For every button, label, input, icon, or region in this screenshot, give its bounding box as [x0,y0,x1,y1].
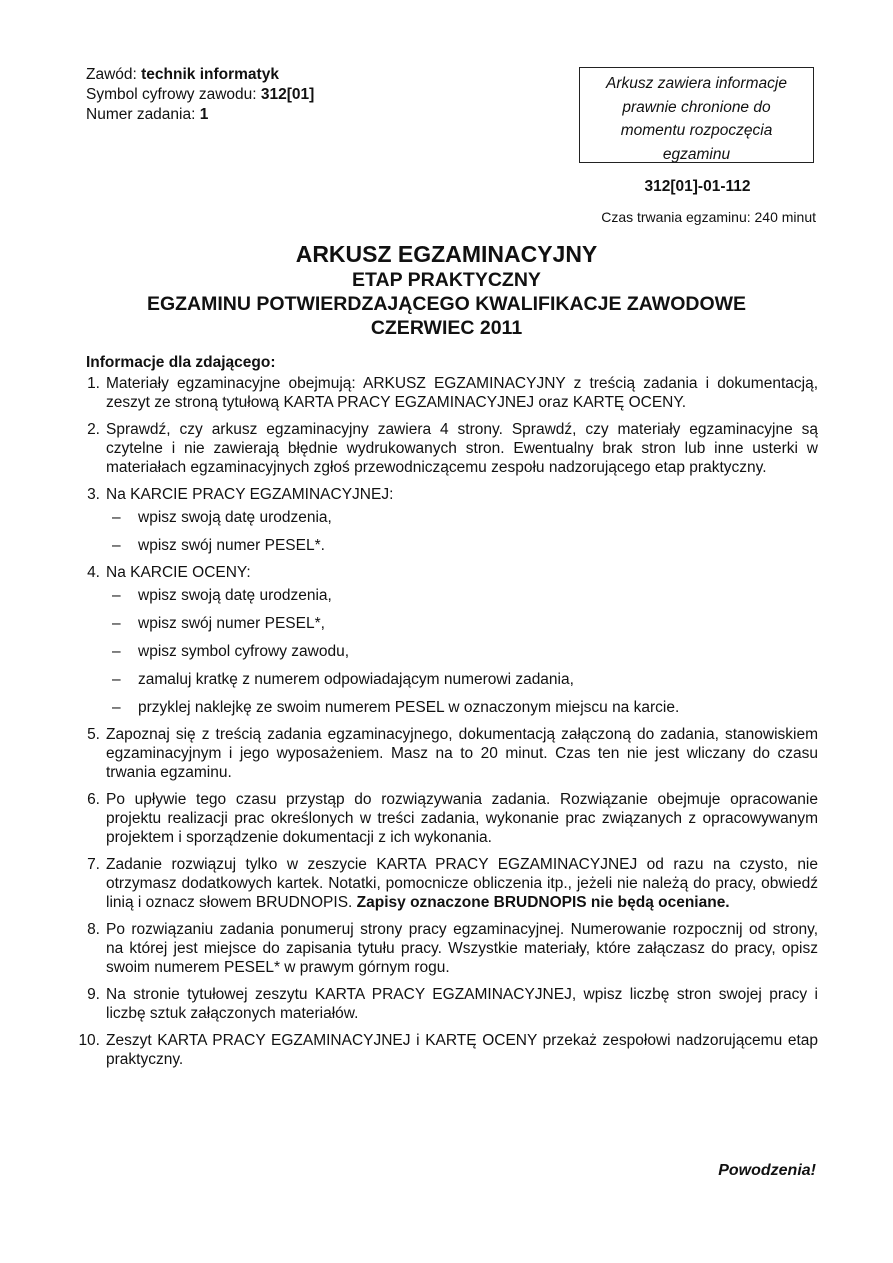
confidential-notice-box: Arkusz zawiera informacje prawnie chronione do momentu rozpoczęcia egzaminu [579,67,814,163]
list-item: 9. Na stronie tytułowej zeszytu KARTA PRACY EGZAMINACYJNEJ, wpisz liczbę stron swojej pracy i liczbę sztuk załączonych materiałów. [87,986,818,1022]
brudnopis-warning: Zapisy oznaczone BRUDNOPIS nie będą oceniane. [356,894,730,911]
symbol-value: 312[01] [260,86,315,103]
sub-list-item: – wpisz swój numer PESEL*, [112,615,325,632]
page-title [0,240,893,340]
list-item: 10. Zeszyt KARTA PRACY EGZAMINACYJNEJ i KARTĘ OCENY przekaż zespołowi nadzorującemu etap praktyczny. [78,1032,818,1068]
instructions-list [66,374,818,1077]
exam-header-info [86,65,314,125]
good-luck-text: Powodzenia! [718,1162,816,1179]
title-line-3: EGZAMINU POTWIERDZAJĄCEGO KWALIFIKACJE ZAWODOWE [146,293,747,315]
symbol-line: Symbol cyfrowy zawodu: 312[01] [86,86,315,103]
list-item: 2. Sprawdź, czy arkusz egzaminacyjny zawiera 4 strony. Sprawdź, czy materiały egzaminacyjne są czytelne i nie zawierają błędnie wydrukowanych stron. Ewentualny brak stron lub inne usterki w materiałach egzaminacyjnych zgłoś przewodniczącemu zespołu nadzorującego etap praktyczny. [87,421,818,476]
list-item: 8. Po rozwiązaniu zadania ponumeruj strony pracy egzaminacyjnej. Numerowanie rozpocznij od strony, na której jest miejsce do zapisania tytułu pracy. Wszystkie materiały, które załączasz do pracy, opisz swoim numerem PESEL* w prawym górnym rogu. [87,921,818,976]
list-item: 5. Zapoznaj się z treścią zadania egzaminacyjnego, dokumentacją załączoną do zadania, stanowiskiem egzaminacyjnym i jego wyposażeniem. Masz na to 20 minut. Czas ten nie jest wliczany do czasu trwania egzaminu. [87,726,818,781]
list-item: 3. Na KARCIE PRACY EGZAMINACYJNEJ: [87,486,394,503]
list-item: 6. Po upływie tego czasu przystąp do rozwiązywania zadania. Rozwiązanie obejmuje opracowanie projektu realizacji prac określonych w treści zadania, wykonanie prac związanych z opracowywanym projektem i sporządzenie dokumentacji z ich wykonania. [87,791,818,846]
exam-duration: Czas trwania egzaminu: 240 minut [601,209,816,225]
profession-value: technik informatyk [141,66,279,83]
exam-code: 312[01]-01-112 [644,178,751,195]
profession-line: Zawód: technik informatyk [86,66,279,83]
sub-list-item: – wpisz swoją datę urodzenia, [112,587,332,604]
title-line-1: ARKUSZ EGZAMINACYJNY [295,241,598,267]
sub-list-item: – wpisz swoją datę urodzenia, [112,509,332,526]
sub-list-item: – zamaluj kratkę z numerem odpowiadającym numerowi zadania, [112,671,574,688]
list-item: 7. Zadanie rozwiązuj tylko w zeszycie KARTA PRACY EGZAMINACYJNEJ od razu na czysto, nie otrzymasz dodatkowych kartek. Notatki, pomocnicze obliczenia itp., jeżeli nie należą do pracy, obwiedź linią i oznacz słowem BRUDNOPIS. Zapisy oznaczone BRUDNOPIS nie będą oceniane. [87,856,818,911]
list-item: 1. Materiały egzaminacyjne obejmują: ARKUSZ EGZAMINACYJNY z treścią zadania i dokumentacją, zeszyt ze stroną tytułową KARTA PRACY EGZAMINACYJNEJ oraz KARTĘ OCENY. [87,375,818,411]
task-number-value: 1 [199,106,209,123]
sub-list-item: – przyklej naklejkę ze swoim numerem PESEL w oznaczonym miejscu na karcie. [112,699,680,716]
task-number-line: Numer zadania: 1 [86,106,209,123]
sub-list-item: – wpisz swój numer PESEL*. [112,537,325,554]
title-line-4: CZERWIEC 2011 [370,317,523,339]
title-line-2: ETAP PRAKTYCZNY [352,269,541,291]
info-header: Informacje dla zdającego: [86,354,276,371]
sub-list-item: – wpisz symbol cyfrowy zawodu, [112,643,350,660]
list-item: 4. Na KARCIE OCENY: [87,564,251,581]
